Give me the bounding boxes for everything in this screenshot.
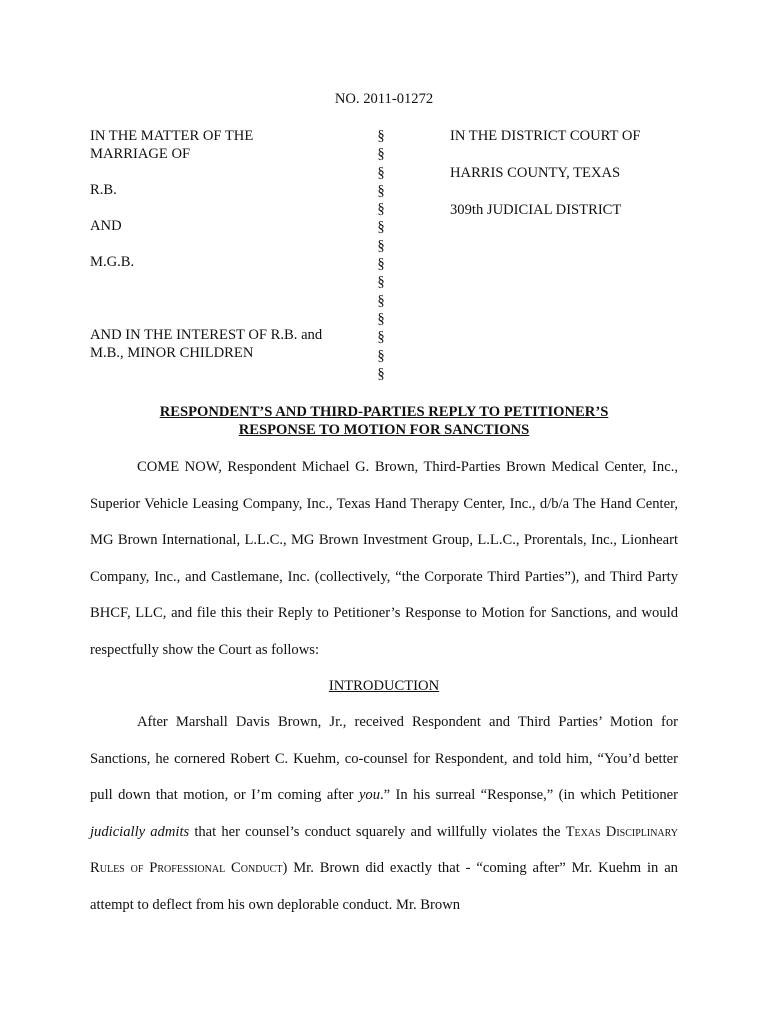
caption-court: IN THE DISTRICT COURT OF bbox=[450, 128, 641, 144]
section-heading-introduction: INTRODUCTION bbox=[328, 678, 440, 694]
document-title bbox=[90, 403, 678, 439]
section-symbol: § bbox=[377, 329, 385, 346]
caption-party2: M.G.B. bbox=[90, 254, 135, 270]
section-symbol-column bbox=[374, 127, 388, 383]
section-symbol: § bbox=[377, 182, 385, 199]
document-title-line2: RESPONSE TO MOTION FOR SANCTIONS bbox=[238, 422, 530, 438]
caption-party1: R.B. bbox=[90, 182, 117, 198]
intro-text-1: After Marshall Davis Brown, Jr., received Respondent and Third Parties’ Motion for Sanctions, he cornered Robert C. Kuehm, co-counsel for Respondent, and told him, “You’d better pull down that motion, or I’m coming after bbox=[90, 714, 678, 804]
section-symbol: § bbox=[377, 164, 385, 181]
caption-district: 309th JUDICIAL DISTRICT bbox=[450, 202, 622, 218]
caption-left bbox=[90, 127, 380, 362]
case-number: NO. 2011-01272 bbox=[334, 91, 434, 107]
caption-matter: IN THE MATTER OF THE MARRIAGE OF bbox=[90, 128, 254, 162]
intro-text-4: ) Mr. Brown did exactly that - “coming after” Mr. Kuehm in an attempt to deflect from his own deplorable conduct. Mr. Brown bbox=[90, 860, 678, 913]
intro-emphasis-you: you bbox=[358, 787, 381, 804]
opening-paragraph bbox=[90, 449, 678, 669]
section-symbol: § bbox=[377, 292, 385, 309]
caption-children: AND IN THE INTEREST OF R.B. and M.B., MINOR CHILDREN bbox=[90, 327, 323, 361]
introduction-paragraph bbox=[90, 704, 678, 924]
intro-text-2: .” In his surreal “Response,” (in which Petitioner bbox=[380, 787, 679, 804]
opening-paragraph-text: COME NOW, Respondent Michael G. Brown, Third-Parties Brown Medical Center, Inc., Superior Vehicle Leasing Company, Inc., Texas Hand Therapy Center, Inc., d/b/a The Hand Center, MG Brown International, L.L.C., MG Brown Investment Group, L.L.C., Prorentals, Inc., Lionheart Company, Inc., and Castlemane, Inc. (collectively, “the Corporate Third Parties”), and Third Party BHCF, LLC, and file this their Reply to Petitioner’s Response to Motion for Sanctions, and would respectfully show the Court as follows: bbox=[90, 459, 678, 658]
section-symbol: § bbox=[377, 237, 385, 254]
section-symbol: § bbox=[377, 256, 385, 273]
section-symbol: § bbox=[377, 347, 385, 364]
intro-rules-citation: Texas Disciplinary Rules of Professional Conduct bbox=[90, 823, 678, 877]
section-symbol: § bbox=[377, 201, 385, 218]
caption-right bbox=[450, 127, 710, 219]
section-symbol: § bbox=[377, 146, 385, 163]
caption-and: AND bbox=[90, 218, 122, 234]
section-symbol: § bbox=[377, 274, 385, 291]
intro-text-3: that her counsel’s conduct squarely and willfully violates the bbox=[189, 823, 566, 840]
document-title-line1: RESPONDENT’S AND THIRD-PARTIES REPLY TO PETITIONER’S bbox=[159, 404, 609, 420]
section-symbol: § bbox=[377, 310, 385, 327]
section-symbol: § bbox=[377, 365, 385, 382]
caption-county: HARRIS COUNTY, TEXAS bbox=[450, 165, 621, 181]
intro-emphasis-judicially-admits: judicially admits bbox=[90, 823, 190, 840]
section-symbol: § bbox=[377, 219, 385, 236]
section-symbol: § bbox=[377, 128, 385, 144]
